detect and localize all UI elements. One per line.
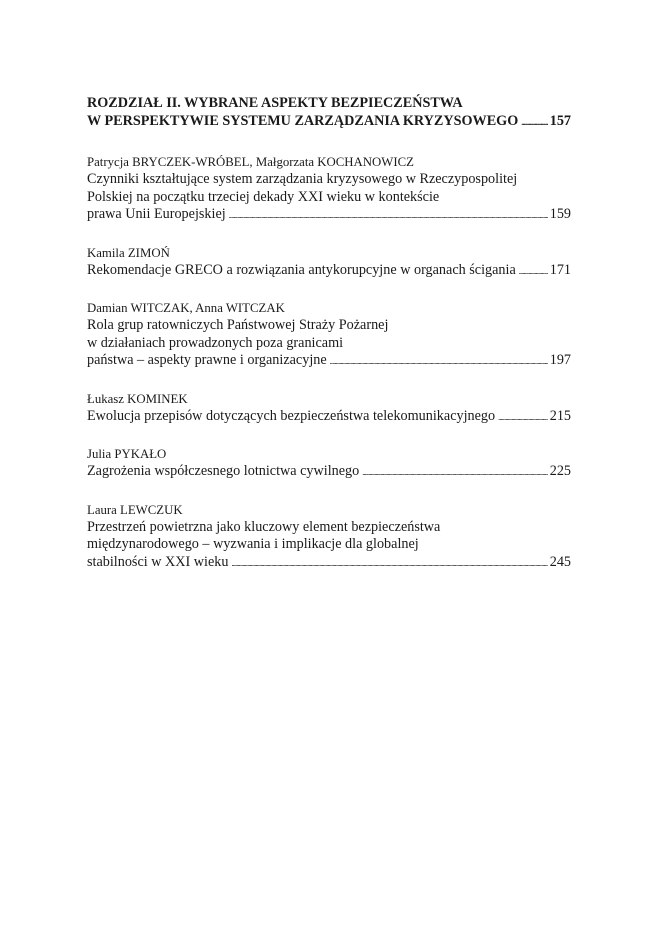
leader-dots xyxy=(330,352,548,371)
entry-page-number: 159 xyxy=(549,206,571,222)
toc-entry xyxy=(87,154,571,225)
table-of-contents xyxy=(87,94,571,592)
entry-page-number: 171 xyxy=(549,261,571,278)
chapter-title-line-1: ROZDZIAŁ II. WYBRANE ASPEKTY BEZPIECZEŃSTWA xyxy=(87,95,463,111)
leader-dots xyxy=(362,463,547,482)
entry-page-number: 245 xyxy=(549,553,571,570)
toc-entry xyxy=(87,391,571,427)
leader-dots xyxy=(521,112,547,132)
entry-author: Łukasz KOMINEK xyxy=(87,391,188,406)
entry-title-last-line xyxy=(87,206,571,225)
entry-title-last-line xyxy=(87,554,571,573)
leader-dots xyxy=(519,262,548,281)
chapter-heading xyxy=(87,94,571,132)
entry-title-line: Czynniki kształtujące system zarządzania kryzysowego w Rzeczypospolitej xyxy=(87,171,518,187)
entry-author: Julia PYKAŁO xyxy=(87,447,167,461)
entry-title-line: międzynarodowego – wyzwania i implikacje dla globalnej xyxy=(87,536,419,552)
entry-title-line: Ewolucja przepisów dotyczących bezpieczeństwa telekomunikacyjnego xyxy=(87,407,496,424)
entry-title-line: w działaniach prowadzonych poza granicami xyxy=(87,334,344,351)
toc-entry xyxy=(87,245,571,281)
entry-title-last-line xyxy=(87,463,571,482)
entry-author: Damian WITCZAK, Anna WITCZAK xyxy=(87,301,285,315)
entry-title-line: państwa – aspekty prawne i organizacyjne xyxy=(87,352,327,368)
chapter-title-text: W PERSPEKTYWIE SYSTEMU ZARZĄDZANIA KRYZYSOWEGO xyxy=(87,113,519,129)
leader-dots xyxy=(231,554,547,573)
toc-entry xyxy=(87,446,571,482)
toc-entry xyxy=(87,300,571,371)
entry-title-last-line xyxy=(87,352,571,371)
entry-title-last-line xyxy=(87,408,571,427)
entry-title-line: Zagrożenia współczesnego lotnictwa cywilnego xyxy=(87,463,360,479)
entry-page-number: 225 xyxy=(549,463,571,479)
chapter-page-number: 157 xyxy=(549,113,571,129)
entry-title-line: prawa Unii Europejskiej xyxy=(87,206,226,222)
chapter-title-line-2 xyxy=(87,112,571,132)
entry-title-line: Przestrzeń powietrzna jako kluczowy element bezpieczeństwa xyxy=(87,518,441,535)
entry-page-number: 215 xyxy=(549,407,571,424)
entry-author: Laura LEWCZUK xyxy=(87,502,183,517)
toc-entry xyxy=(87,502,571,573)
toc-entries xyxy=(87,154,571,572)
entry-title-line: Polskiej na początku trzeciej dekady XXI wieku w kontekście xyxy=(87,188,440,205)
entry-title-line: stabilności w XXI wieku xyxy=(87,553,229,570)
entry-author: Kamila ZIMOŃ xyxy=(87,245,170,260)
entry-title-line: Rekomendacje GRECO a rozwiązania antykorupcyjne w organach ścigania xyxy=(87,261,516,278)
leader-dots xyxy=(498,408,548,427)
entry-title-last-line xyxy=(87,262,571,281)
leader-dots xyxy=(229,206,548,225)
entry-author: Patrycja BRYCZEK-WRÓBEL, Małgorzata KOCHANOWICZ xyxy=(87,155,414,169)
entry-title-line: Rola grup ratowniczych Państwowej Straży Pożarnej xyxy=(87,317,389,333)
entry-page-number: 197 xyxy=(549,352,571,368)
